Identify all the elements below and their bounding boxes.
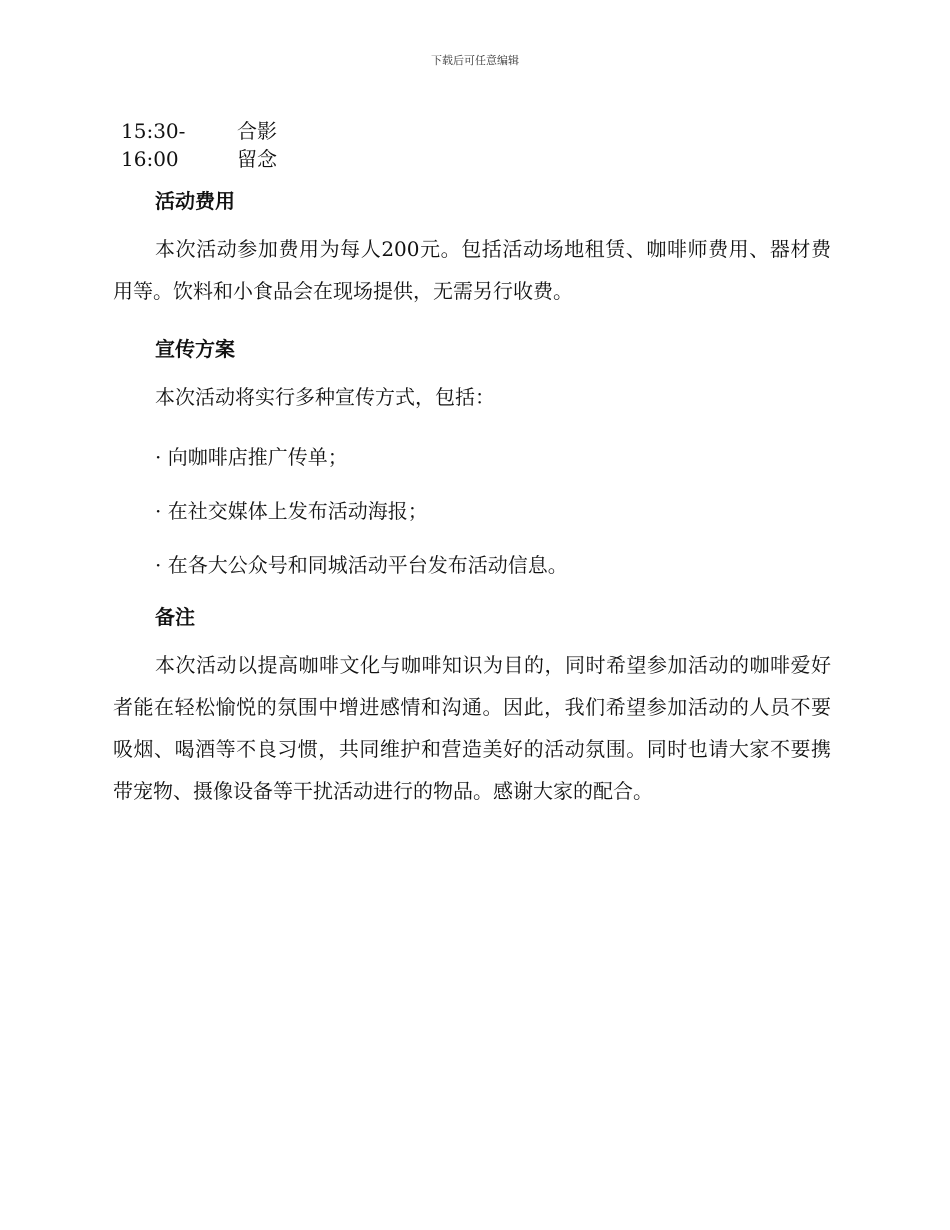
section-heading-fee: 活动费用 xyxy=(155,189,235,213)
promotion-bullet-item: · 在各大公众号和同城活动平台发布活动信息。 xyxy=(155,553,568,577)
section-heading-promotion: 宣传方案 xyxy=(155,337,235,361)
notes-paragraph: 本次活动以提高咖啡文化与咖啡知识为目的，同时希望参加活动的咖啡爱好者能在轻松愉悦的氛围中增进感情和沟通。因此，我们希望参加活动的人员不要吸烟、喝酒等不良习惯，共同维护和营造美好的活动氛围。同时也请大家不要携带宠物、摄像设备等干扰活动进行的物品。感谢大家的配合。 xyxy=(113,653,831,803)
schedule-event: 合影留念 xyxy=(237,119,277,171)
promotion-bullet-item: · 向咖啡店推广传单； xyxy=(155,445,348,469)
section-heading-notes: 备注 xyxy=(155,605,195,629)
page-header: 下载后可任意编辑 xyxy=(431,54,519,67)
fee-paragraph: 本次活动参加费用为每人200元。包括活动场地租赁、咖啡师费用、器材费用等。饮料和小食品会在现场提供，无需另行收费。 xyxy=(113,237,831,303)
promotion-intro: 本次活动将实行多种宣传方式，包括： xyxy=(155,385,495,409)
schedule-time: 15:30-16:00 xyxy=(121,119,186,171)
schedule-row xyxy=(121,117,285,173)
document-body xyxy=(113,186,831,812)
promotion-bullet-item: · 在社交媒体上发布活动海报； xyxy=(155,499,428,523)
